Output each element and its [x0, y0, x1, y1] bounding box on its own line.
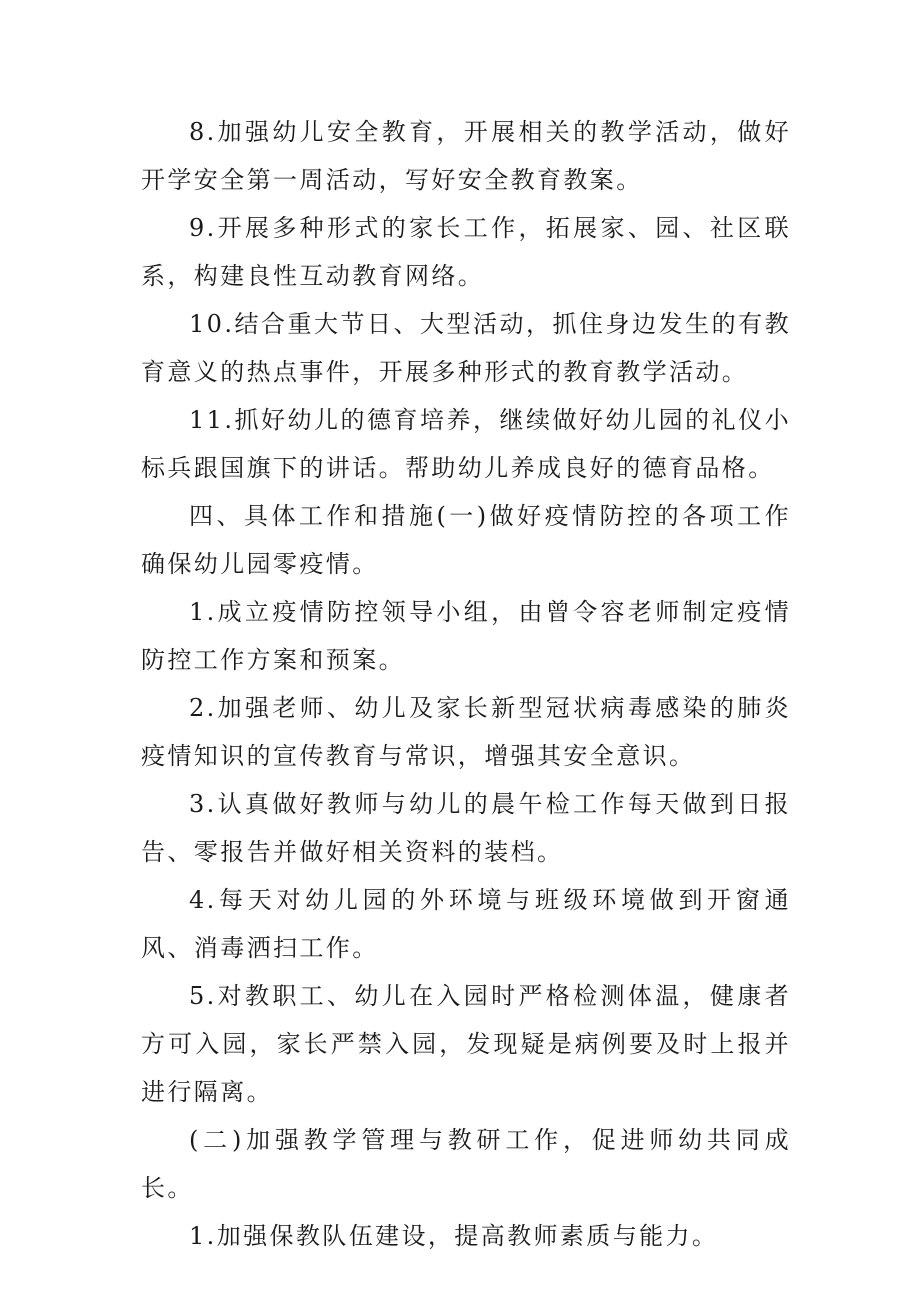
document-body [141, 108, 791, 1260]
section-heading-measures: 四、具体工作和措施(一)做好疫情防控的各项工作确保幼儿园零疫情。 [141, 502, 791, 578]
paragraph-item-8: 8.加强幼儿安全教育，开展相关的教学活动，做好开学安全第一周活动，写好安全教育教案。 [141, 118, 791, 194]
paragraph-measure-3: 3.认真做好教师与幼儿的晨午检工作每天做到日报告、零报告并做好相关资料的装档。 [141, 790, 791, 866]
paragraph-item-10: 10.结合重大节日、大型活动，抓住身边发生的有教育意义的热点事件，开展多种形式的教育教学活动。 [141, 310, 791, 386]
paragraph-measure-5: 5.对教职工、幼儿在入园时严格检测体温，健康者方可入园，家长严禁入园，发现疑是病例要及时上报并进行隔离。 [141, 982, 791, 1106]
paragraph-measure-2: 2.加强老师、幼儿及家长新型冠状病毒感染的肺炎疫情知识的宣传教育与常识，增强其安全意识。 [141, 694, 791, 770]
paragraph-measure-4: 4.每天对幼儿园的外环境与班级环境做到开窗通风、消毒洒扫工作。 [141, 886, 791, 962]
paragraph-item-9: 9.开展多种形式的家长工作，拓展家、园、社区联系，构建良性互动教育网络。 [141, 214, 791, 290]
subsection-heading-teaching: (二)加强教学管理与教研工作，促进师幼共同成长。 [141, 1126, 791, 1202]
paragraph-teaching-1: 1.加强保教队伍建设，提高教师素质与能力。 [189, 1222, 719, 1250]
paragraph-measure-1: 1.成立疫情防控领导小组，由曾令容老师制定疫情防控工作方案和预案。 [141, 598, 791, 674]
paragraph-item-11: 11.抓好幼儿的德育培养，继续做好幼儿园的礼仪小标兵跟国旗下的讲话。帮助幼儿养成良好的德育品格。 [141, 406, 791, 482]
